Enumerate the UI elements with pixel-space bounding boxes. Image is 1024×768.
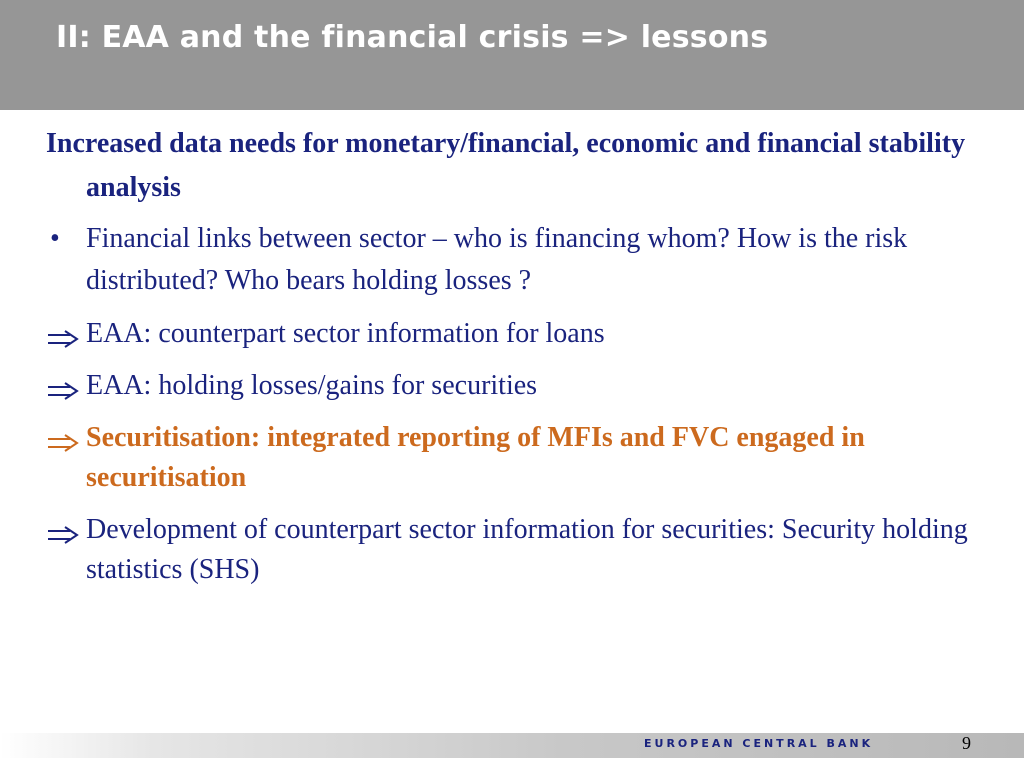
implication-item-securitisation: [46, 418, 976, 498]
bullet-item: [46, 218, 976, 302]
implies-arrow-icon: [46, 366, 86, 400]
implies-arrow-icon: [46, 418, 86, 452]
title-bar: [0, 0, 1024, 110]
implies-arrow-icon: [46, 314, 86, 348]
organization-name: EUROPEAN CENTRAL BANK: [644, 737, 874, 750]
bullet-text: Financial links between sector – who is financing whom? How is the risk distributed? Who bears holding losses ?: [86, 223, 908, 296]
implication-text: Development of counterpart sector information for securities: Security holding statistics (SHS): [86, 514, 968, 585]
implication-item-holding-losses: [46, 366, 976, 406]
implication-item-counterpart-loans: [46, 314, 976, 354]
implication-text: EAA: counterpart sector information for loans: [86, 318, 605, 349]
slide-title: II: EAA and the financial crisis => lessons: [56, 20, 769, 55]
implies-arrow-icon: [46, 510, 86, 544]
implication-text: EAA: holding losses/gains for securities: [86, 370, 538, 401]
page-number: 9: [962, 733, 971, 753]
bullet-dot-icon: •: [50, 223, 60, 254]
implication-item-shs: [46, 510, 976, 590]
slide-content: [46, 122, 976, 590]
bullet-marker: [46, 218, 86, 260]
section-heading: Increased data needs for monetary/financial, economic and financial stability analysis: [46, 128, 966, 203]
implication-text: Securitisation: integrated reporting of MFIs and FVC engaged in securitisation: [86, 422, 865, 493]
